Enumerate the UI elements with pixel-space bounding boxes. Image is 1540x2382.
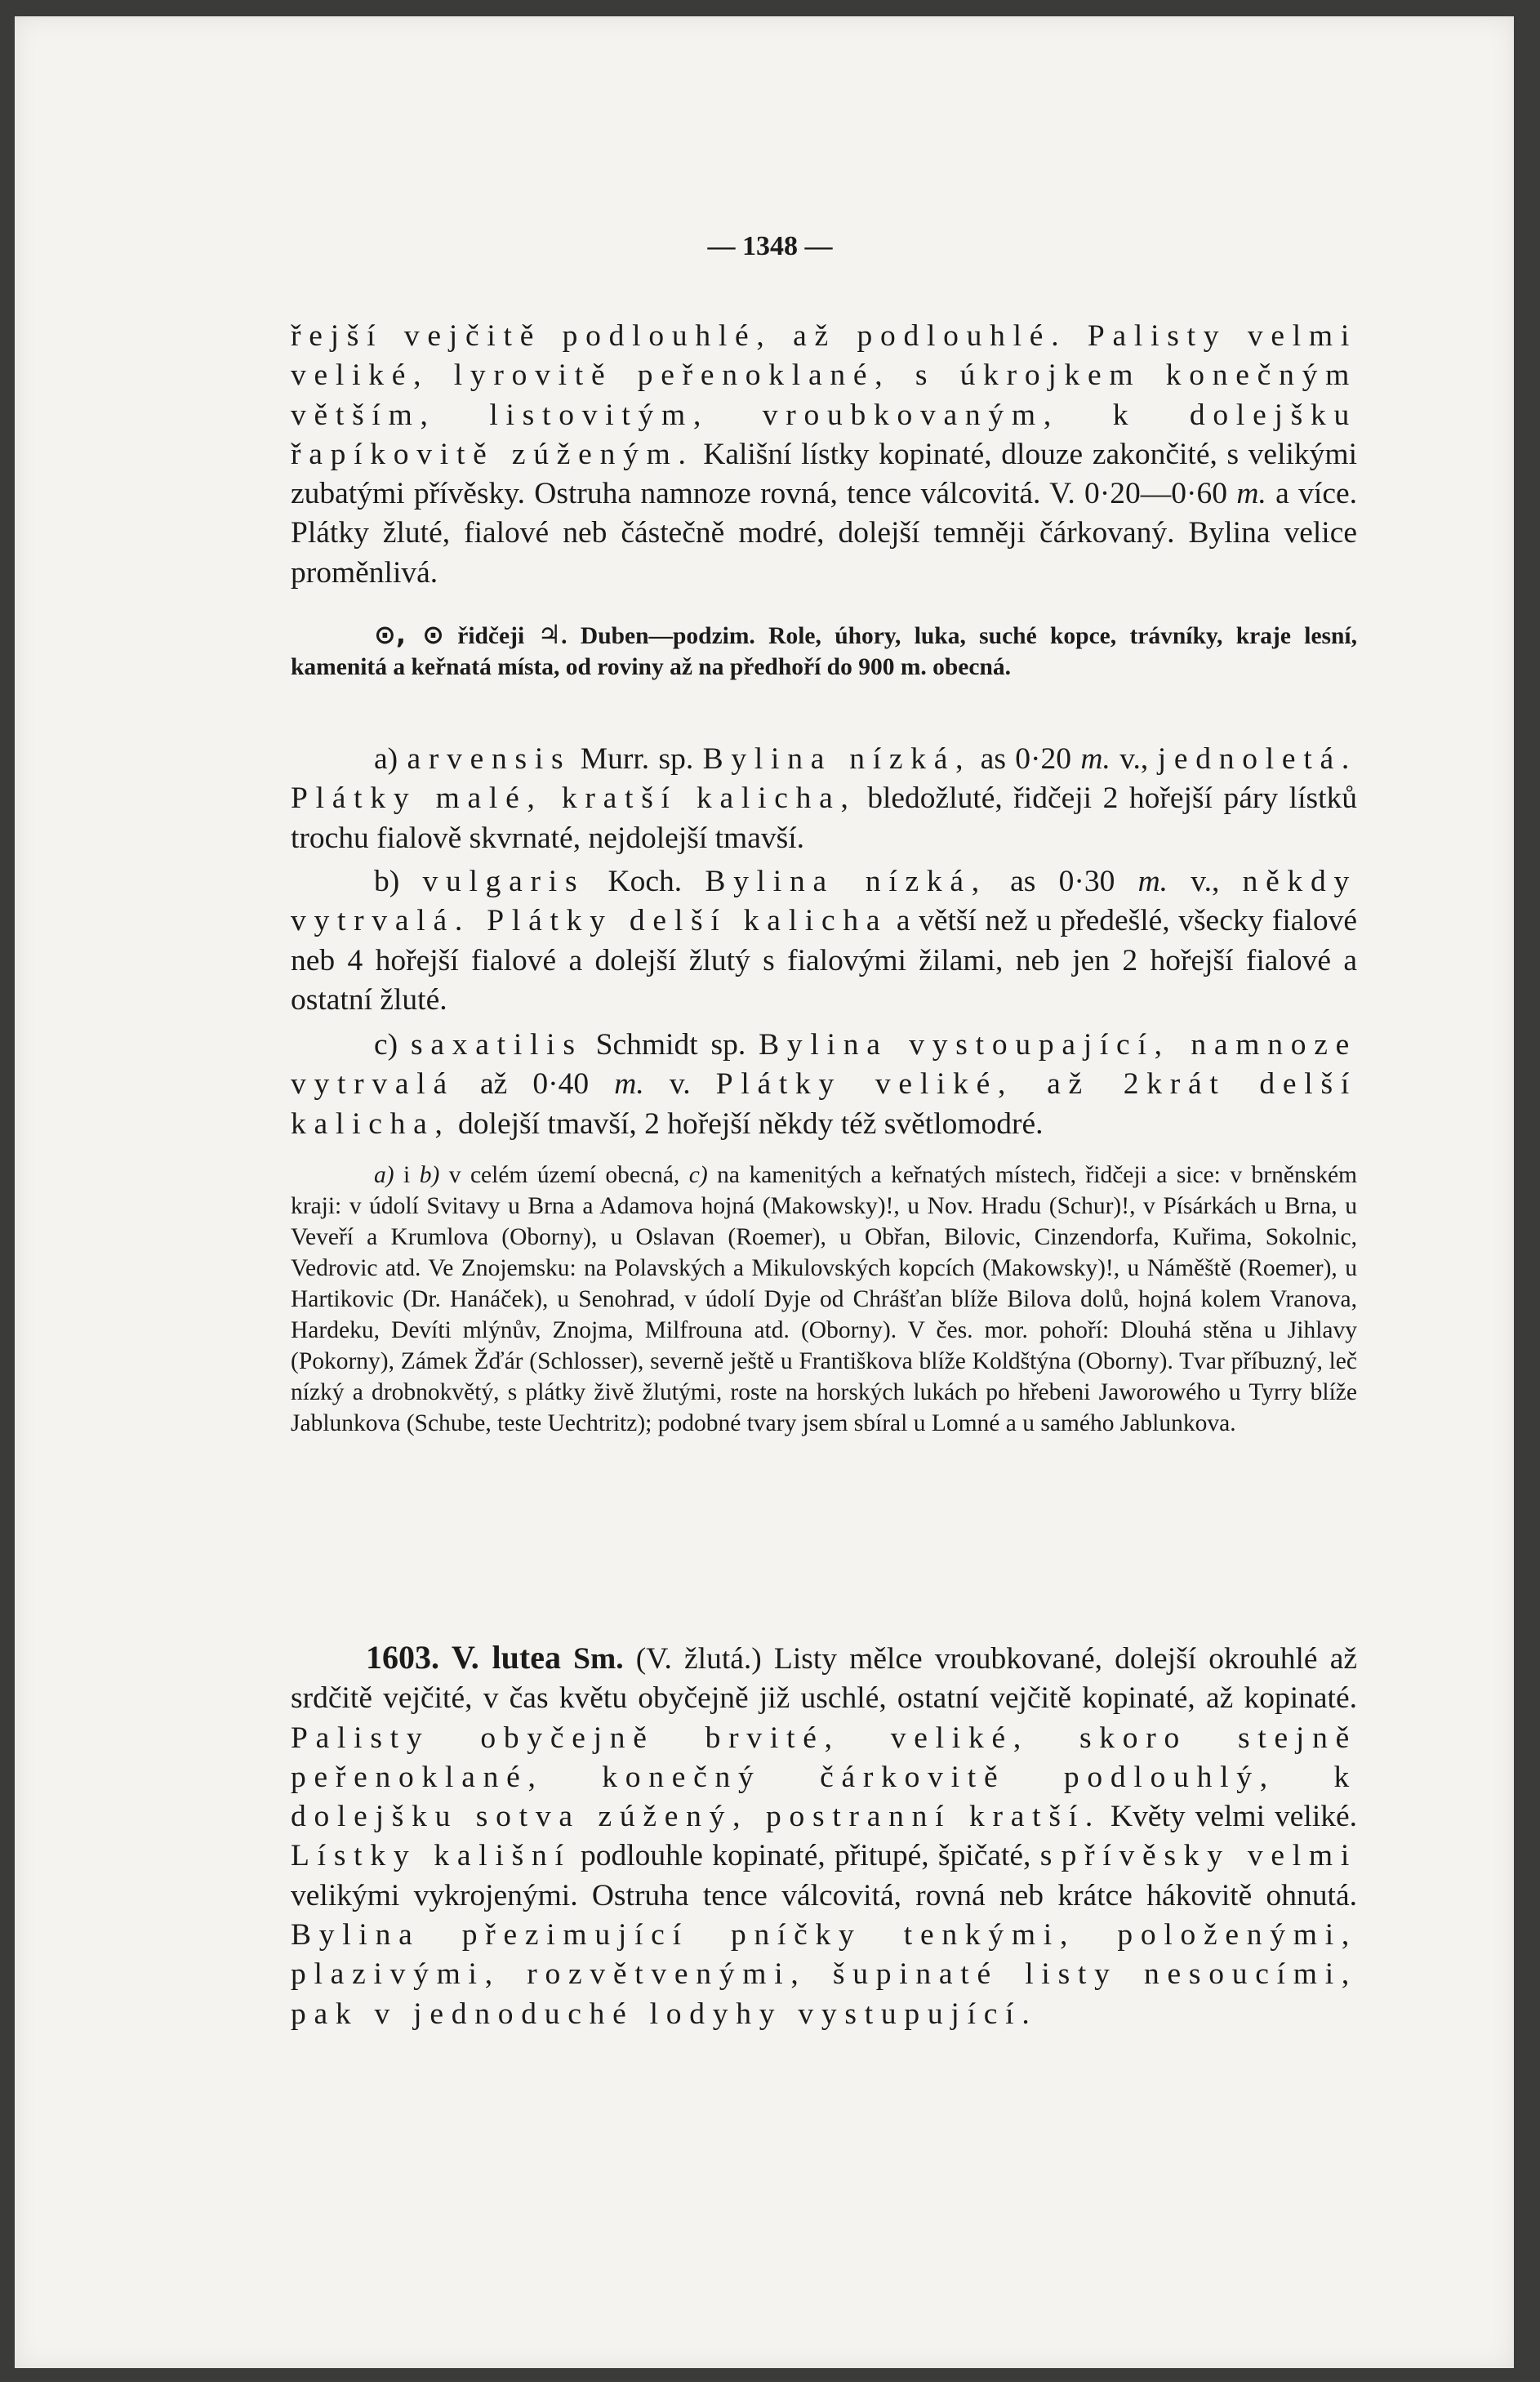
text-run: as 0·30 (986, 865, 1138, 898)
unit-meters: m. (1137, 865, 1168, 898)
text-run: (V. žlutá.) Listy mělce vroubkované, dolejší okrouhlé až srdčitě vejčité, v čas květu obyčejně již uschlé, ostatní vejčitě kopinaté, až kopinaté. (291, 1642, 1357, 1716)
text-run: i (394, 1162, 420, 1188)
variety-name: saxatilis (411, 1028, 583, 1062)
species-heading: 1603. V. lutea (366, 1639, 561, 1676)
text-run: a větší než u předešlé, všecky fialové neb 4 hořejší fialové a dolejší žlutý s fialovými žilami, neb jen 2 hořejší fialové a ostatní žluté. (291, 904, 1358, 1017)
spaced-text: Bylina vystoupající, namnoze vytrvalá (291, 1028, 1357, 1102)
text-run: řidčeji (443, 623, 538, 649)
text-run: Koch. (585, 865, 705, 898)
text-run: v., (1110, 742, 1158, 776)
spaced-text: Palisty velmi veliké, lyrovitě peřenoklané, s úkrojkem konečným větším, listovitým, vroubkovaným, k dolejšku řapíkovitě zúženým. (291, 319, 1357, 471)
paragraph-distribution (291, 1160, 1357, 1439)
spaced-text: Lístky kališní (291, 1839, 572, 1873)
text-run: Murr. sp. (571, 742, 703, 776)
text-run: až 0·40 (454, 1067, 615, 1102)
text-run: as 0·20 (971, 742, 1081, 776)
spaced-text: řejší vejčitě podlouhlé, až podlouhlé. (291, 319, 1067, 353)
paragraph-description (291, 317, 1357, 593)
paragraph-habitat (291, 619, 1357, 683)
spaced-text: Bylina nízká, (702, 742, 972, 776)
text-run: v. (643, 1067, 716, 1102)
variety-label: a) (374, 742, 407, 776)
text-run: na kamenitých a keřnatých místech, řidčeji a sice: v brněnském kraji: v údolí Svitavy u Brna a Adamova hojná (Makowsky)!, u Nov. Hradu (Schur)!, v Písárkách u Brna, u Veveří a Krumlova (Oborny), u Oslavan (Roemer), u Obřan, Bilovic, Cinzendorfa, Kuřima, Sokolnic, Vedrovic atd. Ve Znojemsku: na Polavských a Mikulovských kopcích (Makowsky)!, u Náměště (Roemer), u Hartikovic (Dr. Hanáček), u Senohrad, v údolí Dyje od Chrášťan blíže Bilova dolů, hojná kolem Vranova, Hardeku, Devíti mlýnův, Znojma, Milfrouna atd. (Oborny). V čes. mor. pohoří: Dlouhá stěna u Jihlavy (Pokorny), Zámek Žďár (Schlosser), severně ještě u Františkova blíže Koldštýna (Oborny). Tvar příbuzný, leč nízký a drobnokvětý, s plátky živě žlutými, roste na horských lukách po hřebeni Jaworowého u Tyrry blíže Jablunkova (Schube, teste Uechtritz); podobné tvary jsem sbíral u Lomné a u samého Jablunkova. (291, 1162, 1357, 1436)
spaced-text: Plátky veliké, až 2krát delší kalicha, (291, 1067, 1357, 1141)
variety-saxatilis (291, 1026, 1357, 1144)
spaced-text: přívěsky velmi (1061, 1839, 1357, 1873)
text-run: dolejší tmavší, 2 hořejší někdy též světlomodré. (450, 1106, 1044, 1141)
perennial-symbol: ♃ (537, 619, 562, 650)
variety-ref: a) (374, 1162, 394, 1188)
spaced-text: Bylina nízká, (705, 865, 987, 898)
spaced-text: Palisty obyčejně brvité, veliké, skoro stejně peřenoklané, konečný čárkovitě podlouhlý, k dolejšku sotva zúžený, postranní kratší. (291, 1721, 1357, 1834)
species-author: Sm. (561, 1642, 624, 1676)
variety-ref: b) (419, 1162, 440, 1188)
text-run: a více. Plátky žluté, fialové neb částečně modré, dolejší temněji čárkovaný. Bylina velice proměnlivá. (291, 477, 1357, 590)
unit-meters: m. (1080, 742, 1110, 776)
page-number: — 1348 — (707, 231, 833, 261)
text-run: . Duben—podzim. Role, úhory, luka, suché kopce, trávníky, kraje lesní, kamenitá a keřnatá místa, od roviny až na předhoří do 900 m. obecná. (291, 623, 1357, 680)
text-run: Schmidt sp. (582, 1028, 759, 1062)
species-entry-1603 (291, 1638, 1357, 2034)
variety-name: arvensis (407, 742, 572, 776)
text-run: velikými vykrojenými. Ostruha tence válcovitá, rovná neb krátce hákovitě ohnutá. (291, 1878, 1357, 1912)
variety-ref: c) (688, 1162, 708, 1188)
spaced-text: někdy vytrvalá. Plátky delší kalicha (291, 865, 1357, 938)
text-run: bledožluté, řidčeji 2 hořejší páry lístků trochu fialově skvrnaté, nejdolejší tmavší. (291, 781, 1357, 855)
annual-biennial-symbols: ⊙, ⊙ (374, 619, 444, 650)
spaced-text: Bylina přezimující pníčky tenkými, položenými, plazivými, rozvětvenými, šupinaté listy nesoucími, pak v jednoduché lodyhy vystupující. (291, 1918, 1357, 2031)
unit-meters: m. (614, 1067, 644, 1102)
text-run: Květy velmi veliké. (1101, 1800, 1358, 1834)
variety-label: c) (374, 1028, 412, 1062)
text-run: v celém území obecná, (439, 1162, 689, 1188)
spaced-text: jednoletá. Plátky malé, kratší kalicha, (291, 742, 1358, 816)
variety-name: vulgaris (422, 865, 585, 898)
variety-vulgaris (291, 862, 1357, 1020)
text-run: Kališní lístky kopinaté, dlouze zakončité, s velikými zubatými přívěsky. Ostruha namnoze rovná, tence válcovitá. V. 0·20—0·60 (291, 437, 1357, 511)
variety-arvensis (291, 740, 1357, 858)
unit-meters: m. (1236, 477, 1266, 511)
variety-label: b) (374, 865, 423, 898)
text-run: podlouhle kopinaté, přitupé, špičaté, s (571, 1839, 1062, 1873)
text-run: v., (1168, 865, 1243, 898)
